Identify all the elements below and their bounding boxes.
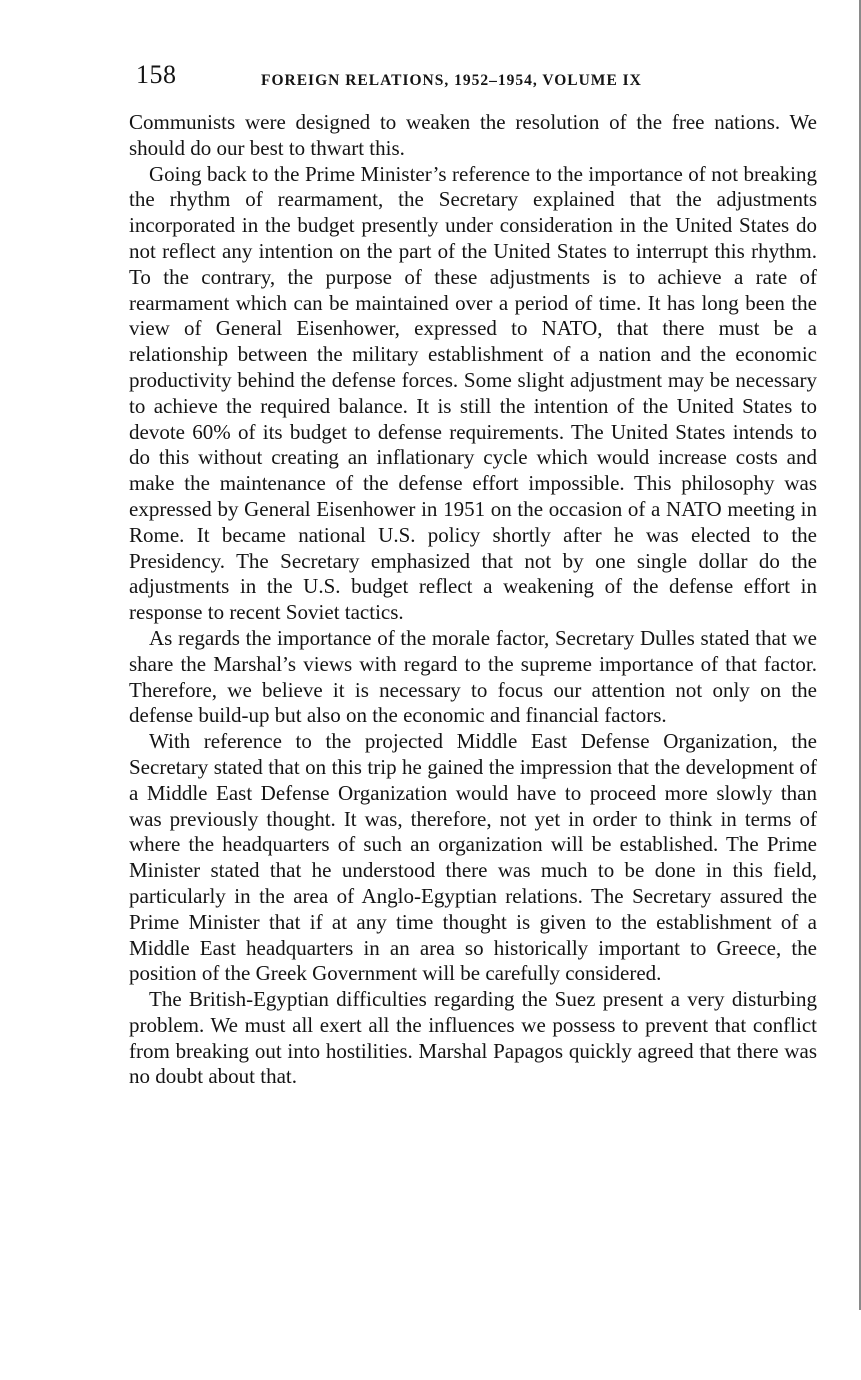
paragraph-2: Going back to the Prime Minister’s reference to the importance of not breaking the rhythm of rearmament, the Secretary explained that the adjustments incorporated in the budget presently under consideration in the United States do not reflect any intention on the part of the United States to interrupt this rhythm. To the contrary, the purpose of these adjustments is to achieve a rate of rearmament which can be maintained over a period of time. It has long been the view of General Eisenhower, expressed to NATO, that there must be a relationship between the military establishment of a nation and the economic productivity behind the defense forces. Some slight adjustment may be necessary to achieve the required balance. It is still the intention of the United States to devote 60% of its budget to defense requirements. The United States intends to do this without creating an inflationary cycle which would increase costs and make the maintenance of the defense effort impossible. This philosophy was expressed by General Eisenhower in 1951 on the occasion of a NATO meeting in Rome. It became national U.S. policy shortly after he was elected to the Presidency. The Secretary emphasized that not by one single dollar do the adjustments in the U.S. budget reflect a weakening of the defense effort in response to recent Soviet tactics. [129, 161, 817, 625]
paragraph-1: Communists were designed to weaken the resolution of the free nations. We should do our best to thwart this. [129, 110, 817, 160]
paragraph-3: As regards the importance of the morale factor, Secretary Dulles stated that we share the Marshal’s views with regard to the supreme importance of that factor. Therefore, we believe it is necessary to focus our attention not only on the defense build-up but also on the economic and financial factors. [129, 625, 817, 728]
page-number: 158 [136, 60, 177, 89]
paragraph-4: With reference to the projected Middle East Defense Organization, the Secretary stated that on this trip he gained the impression that the development of a Middle East Defense Organization would have to proceed more slowly than was previously thought. It was, therefore, not yet in order to think in terms of where the headquarters of such an organization will be established. The Prime Minister stated that he understood there was much to be done in this field, particularly in the area of Anglo-Egyptian relations. The Secretary assured the Prime Minister that if at any time thought is given to the establishment of a Middle East headquarters in an area so historically important to Greece, the position of the Greek Government will be carefully considered. [129, 729, 817, 986]
paragraph-5: The British-Egyptian difficulties regarding the Suez present a very disturbing problem. We must all exert all the influences we possess to prevent that conflict from breaking out into hostilities. Marshal Papagos quickly agreed that there was no doubt about that. [129, 987, 817, 1089]
running-head [136, 58, 816, 98]
running-title: FOREIGN RELATIONS, 1952–1954, VOLUME IX [261, 72, 642, 89]
body-text [129, 110, 817, 1090]
